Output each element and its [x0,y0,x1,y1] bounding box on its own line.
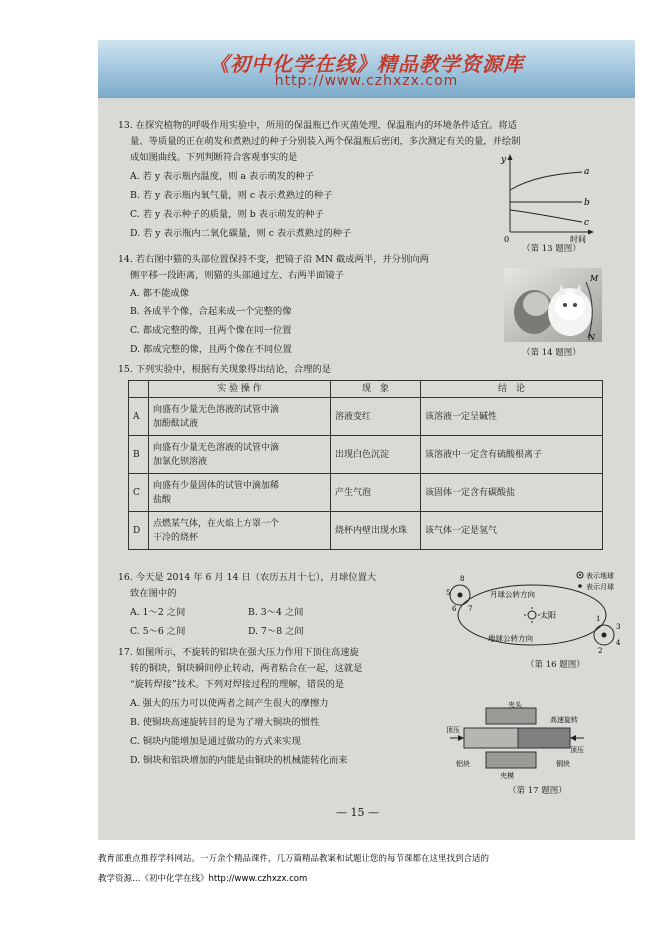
q15-header-conclusion: 结 论 [421,381,603,398]
table-row: B 向盛有少量无色溶液的试管中滴 加氯化钡溶液 出现白色沉淀 该溶液中一定含有硫酸根离子 [129,436,603,474]
q14-option-c: C. 都成完整的像，且两个像在同一位置 [130,325,292,336]
q16-option-a: A. 1～2 之间 [130,607,186,618]
svg-text:2: 2 [598,647,603,655]
q14-option-b: B. 各成半个像，合起来成一个完整的像 [130,306,292,317]
q17-label-cu: 铜块 [556,760,570,768]
q13-stem-line3: 成如图曲线。下列判断符合客观事实的是 [130,152,298,163]
q17-label-al: 铝块 [456,760,470,768]
footer-line2[interactable]: 教学资源…《初中化学在线》http://www.czhxzx.com [98,874,308,884]
q17-caption: （第 17 题图） [508,786,567,796]
q14-option-d: D. 都成完整的像，且两个像在不同位置 [130,344,292,355]
q15-table-header [129,381,603,398]
q17-option-d: D. 铜块和铝块增加的内能是由铜块的机械能转化而来 [130,755,348,766]
banner-title: 《初中化学在线》精品教学资源库 [209,52,524,76]
q16-stem-line2: 致在图中的 [130,588,177,599]
svg-text:4: 4 [616,639,621,647]
q17-stem-line1: 17. 如图所示，不旋转的铝块在强大压力作用下顶住高速旋 [118,647,359,658]
footer-line1: 教育部重点推荐学科网站。一万余个精品课件，几万篇精品教案和试题让您的每节课都在这里找到合适的 [98,854,490,864]
q13-graph-b: b [584,198,590,208]
svg-text:6: 6 [452,605,457,613]
q13-graph-y-label: y [501,155,507,165]
q17-stem-line2: 转的铜块，铜块瞬间停止转动，两者粘合在一起，这就是 [130,663,363,674]
q14-stem-line1: 14. 若右图中猫的头部位置保持不变，把镜子沿 MN 截成两半，并分别向两 [118,254,429,265]
q17-option-b: B. 使铜块高速旋转目的是为了增大铜块的惯性 [130,717,320,728]
q17-option-c: C. 铜块内能增加是通过做功的方式来实现 [130,736,301,747]
q13-option-a: A. 若 y 表示瓶内温度，则 a 表示萌发的种子 [130,171,314,182]
q14-stem-line2: 侧平移一段距离，则猫的头部通过左、右两半面镜子 [130,270,344,281]
q13-graph [500,150,600,244]
q13-option-c: C. 若 y 表示种子的质量，则 b 表示萌发的种子 [130,209,324,220]
q13-stem-line1: 13. 在探究植物的呼吸作用实验中，所用的保温瓶已作灭菌处理，保温瓶内的环境条件适宜。将适 [118,120,517,131]
q14-label-m: M [590,274,599,283]
q17-label-press-left: 顶压 [446,726,460,734]
page-number: — 15 — [336,806,379,819]
q16-earth-direction: 地球公转方向 [488,634,533,643]
q17-welding-diagram [446,700,596,782]
svg-text:8: 8 [460,575,465,583]
q17-label-press-right: 顶压 [570,746,584,754]
site-banner [98,40,635,98]
q13-graph-c: c [584,218,590,228]
q13-graph-x-label: 时间 [570,235,586,244]
q15-stem: 15. 下列实验中，根据有关现象得出结论，合理的是 [118,364,331,375]
q14-label-n: N [588,333,595,342]
q16-option-b: B. 3～4 之间 [248,607,304,618]
q17-label-die: 夹模 [500,772,514,780]
q15-header-phenomenon: 现 象 [331,381,421,398]
q16-stem-line1: 16. 今天是 2014 年 6 月 14 日（农历五月十七），月球位置大 [118,572,377,583]
q14-caption: （第 14 题图） [522,348,581,358]
q17-label-clamp: 夹头 [508,701,522,709]
q16-orbit-diagram [438,565,632,659]
q16-caption: （第 16 题图） [526,660,585,670]
q15-table [128,380,603,550]
svg-text:5: 5 [446,589,451,597]
q13-caption: （第 13 题图） [522,244,581,254]
svg-text:1: 1 [596,615,601,623]
scanned-page [98,40,635,840]
q17-stem-line3: “旋转焊接”技术。下列对焊接过程的理解，错误的是 [130,679,345,690]
q13-option-d: D. 若 y 表示瓶内二氧化碳量，则 c 表示煮熟过的种子 [130,228,352,239]
q13-option-b: B. 若 y 表示瓶内氧气量，则 c 表示煮熟过的种子 [130,190,333,201]
svg-text:3: 3 [616,623,621,631]
q15-header-operation: 实 验 操 作 [149,381,331,398]
q16-option-d: D. 7～8 之间 [248,626,304,637]
q16-moon-direction: 月球公转方向 [490,590,535,599]
table-row: D 点燃某气体，在火焰上方罩一个 干冷的烧杯 烧杯内壁出现水珠 该气体一定是氢气 [129,512,603,550]
q16-sun-label: 太阳 [540,611,556,620]
q16-legend-earth: 表示地球 [586,572,614,580]
table-row: C 向盛有少量固体的试管中滴加稀 盐酸 产生气泡 该固体一定含有碳酸盐 [129,474,603,512]
q14-option-a: A. 都不能成像 [130,288,190,299]
q16-option-c: C. 5～6 之间 [130,626,186,637]
q17-label-spin: 高速旋转 [550,716,578,724]
q13-stem-line2: 量、等质量的正在萌发和煮熟过的种子分别装入两个保温瓶后密闭，多次测定有关的量，并绘制 [130,136,521,147]
q17-option-a: A. 强大的压力可以使两者之间产生很大的摩擦力 [130,698,329,709]
banner-url-link[interactable]: http://www.czhxzx.com [274,73,459,89]
svg-text:7: 7 [468,605,473,613]
q13-graph-a: a [584,167,590,177]
table-row: A 向盛有少量无色溶液的试管中滴 加酚酞试液 溶液变红 该溶液一定呈碱性 [129,398,603,436]
q13-graph-origin: 0 [504,235,510,244]
q16-legend-moon: 表示月球 [586,583,614,591]
q14-cat-mirror-photo [504,268,602,342]
